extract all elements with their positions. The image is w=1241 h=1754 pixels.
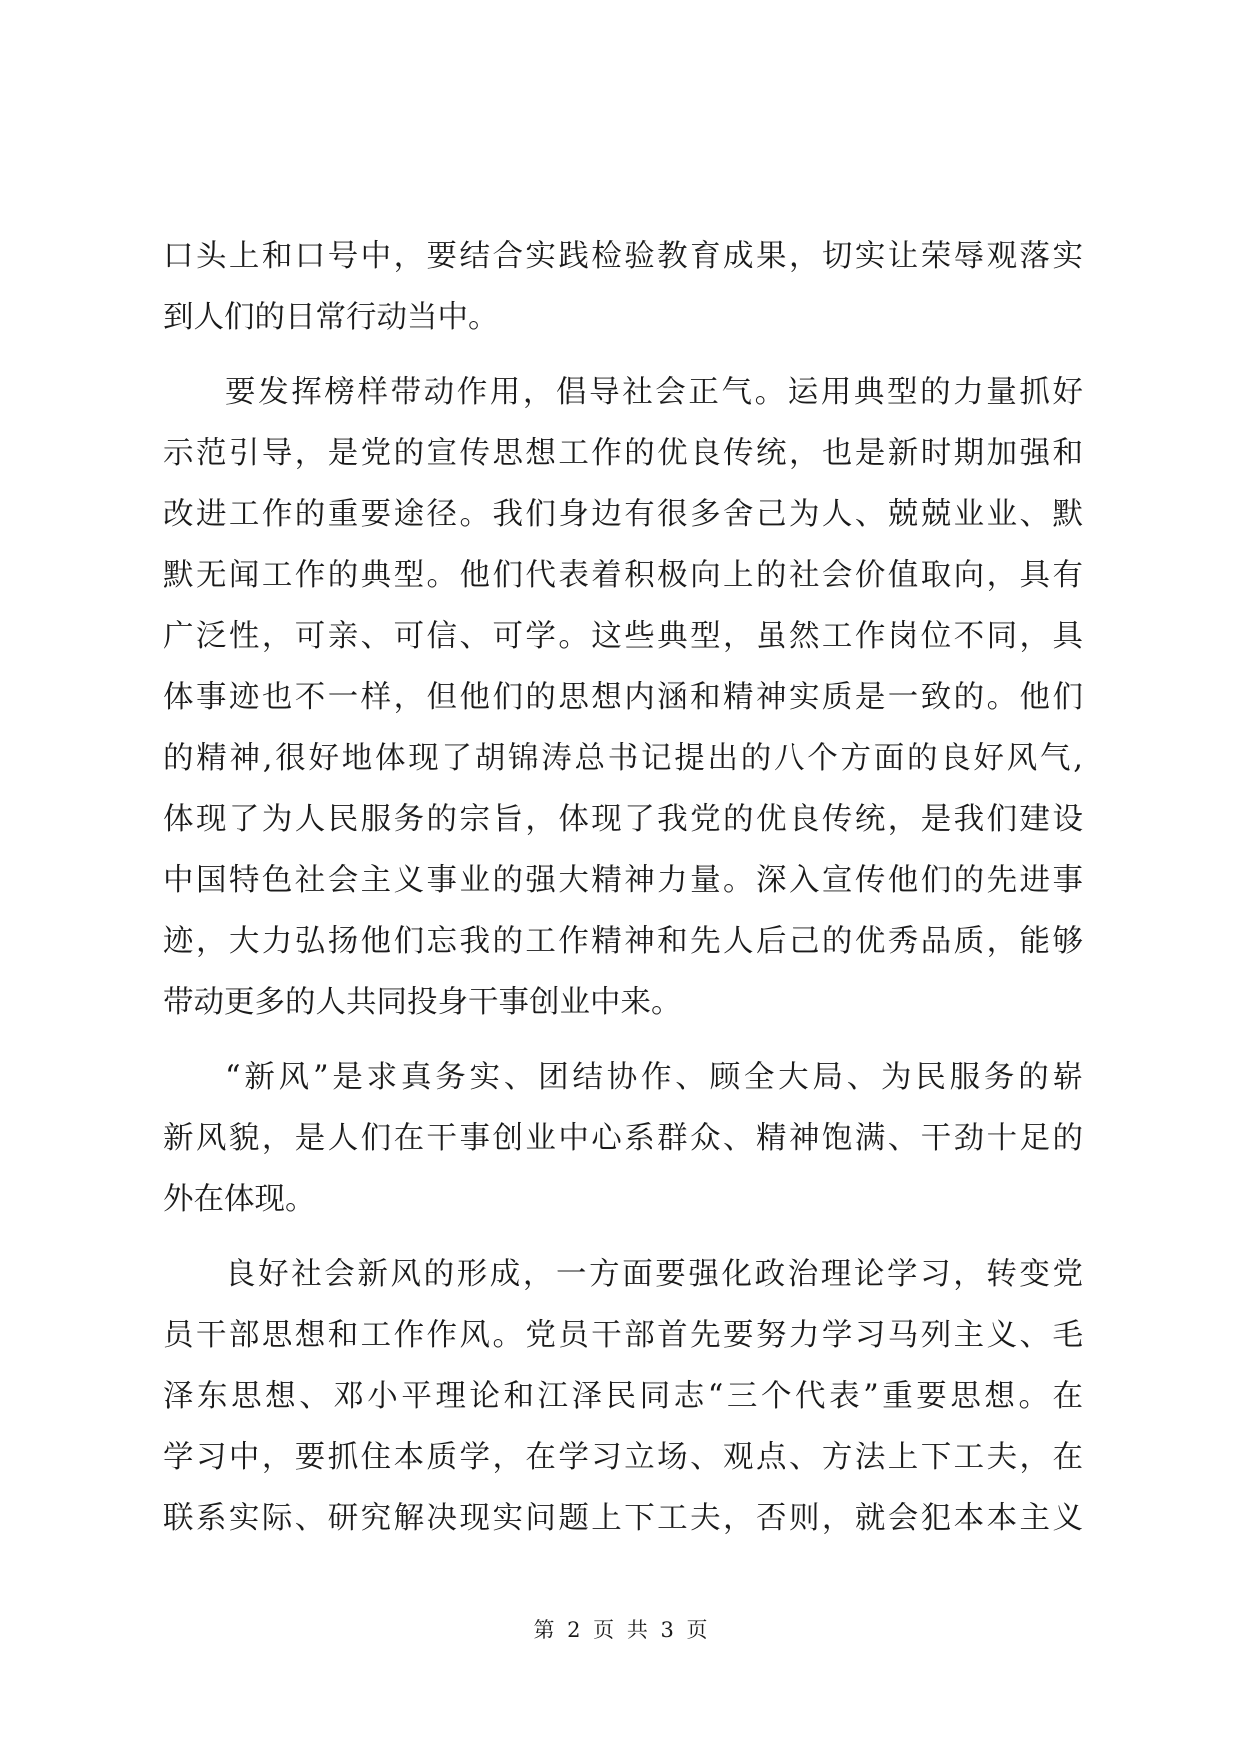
- text-line: 广泛性，可亲、可信、可学。这些典型，虽然工作岗位不同，具: [163, 619, 1083, 654]
- text-line: 默无闻工作的典型。他们代表着积极向上的社会价值取向，具有: [163, 558, 1083, 593]
- text-line: 口头上和口号中，要结合实践检验教育成果，切实让荣辱观落实: [163, 239, 1083, 274]
- text-line: 带动更多的人共同投身干事创业中来。: [163, 985, 682, 1020]
- text-line: 改进工作的重要途径。我们身边有很多舍己为人、兢兢业业、默: [163, 497, 1083, 532]
- text-line: 员干部思想和工作作风。党员干部首先要努力学习马列主义、毛: [163, 1318, 1083, 1353]
- text-line: 联系实际、研究解决现实问题上下工夫，否则，就会犯本本主义: [163, 1501, 1083, 1536]
- text-line: 迹，大力弘扬他们忘我的工作精神和先人后己的优秀品质，能够: [163, 924, 1083, 959]
- text-line: 示范引导，是党的宣传思想工作的优良传统，也是新时期加强和: [163, 436, 1083, 471]
- text-line: 泽东思想、邓小平理论和江泽民同志“三个代表”重要思想。在: [163, 1379, 1083, 1414]
- text-line: 的精神,很好地体现了胡锦涛总书记提出的八个方面的良好风气,: [163, 741, 1083, 776]
- document-body: [163, 226, 1083, 1549]
- page-number-footer: 第 2 页 共 3 页: [533, 1618, 708, 1642]
- text-line: “新风”是求真务实、团结协作、顾全大局、为民服务的崭: [225, 1060, 1083, 1095]
- paragraph: [163, 1047, 1083, 1230]
- paragraph: [163, 362, 1083, 1033]
- text-line: 到人们的日常行动当中。: [163, 300, 499, 335]
- text-line: 良好社会新风的形成，一方面要强化政治理论学习，转变党: [225, 1257, 1083, 1292]
- text-line: 要发挥榜样带动作用，倡导社会正气。运用典型的力量抓好: [225, 375, 1083, 410]
- paragraph: [163, 1244, 1083, 1549]
- text-line: 体事迹也不一样，但他们的思想内涵和精神实质是一致的。他们: [163, 680, 1083, 715]
- text-line: 学习中，要抓住本质学，在学习立场、观点、方法上下工夫，在: [163, 1440, 1083, 1475]
- text-line: 中国特色社会主义事业的强大精神力量。深入宣传他们的先进事: [163, 863, 1083, 898]
- paragraph: [163, 226, 1083, 348]
- text-line: 外在体现。: [163, 1182, 316, 1217]
- text-line: 新风貌，是人们在干事创业中心系群众、精神饱满、干劲十足的: [163, 1121, 1083, 1156]
- text-line: 体现了为人民服务的宗旨，体现了我党的优良传统，是我们建设: [163, 802, 1083, 837]
